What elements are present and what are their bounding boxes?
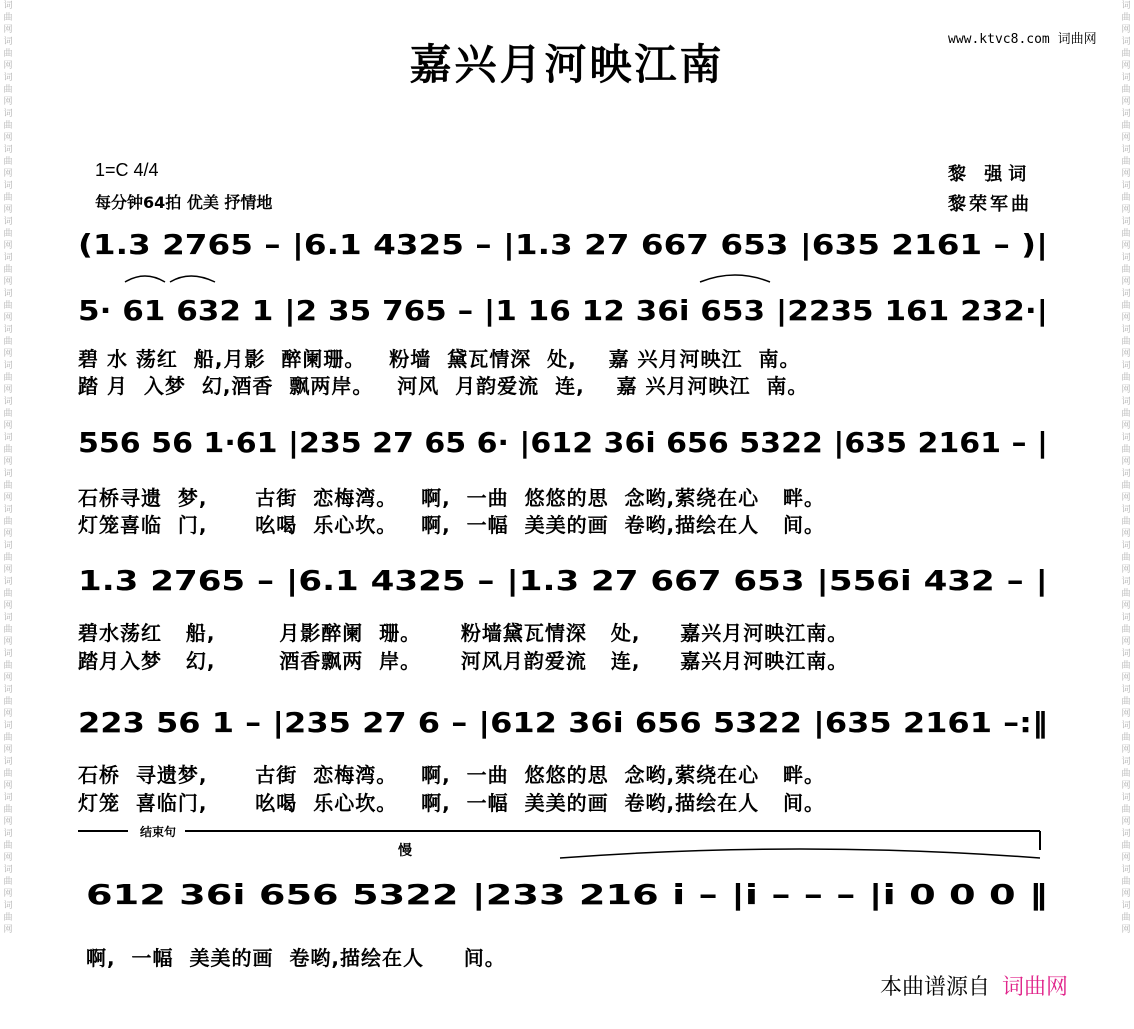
tie-long [560,849,1040,858]
page-title: 嘉兴月河映江南 [409,40,725,89]
source-label: 本曲谱源自 [880,975,991,1000]
lyric-line-5-verse-1: 石桥 寻遗梦, 古街 恋梅湾。 啊, 一曲 悠悠的思 念哟,萦绕在心 畔。 [78,763,825,787]
lyric-line-2-verse-2: 踏 月 入梦 幻,酒香 飘两岸。 河风 月韵爱流 连, 嘉 兴月河映江 南。 [78,374,809,398]
slur [170,276,215,282]
slur [125,276,165,282]
composer-credit: 黎荣军曲 [948,194,1032,215]
slow-marking: 慢 [398,843,412,859]
tempo-marking: 每分钟64拍 优美 抒情地 [95,193,273,212]
lyric-line-3-verse-2: 灯笼喜临 门, 吆喝 乐心坎。 啊, 一幅 美美的画 卷哟,描绘在人 间。 [78,513,825,537]
lyric-line-3-verse-1: 石桥寻遗 梦, 古街 恋梅湾。 啊, 一曲 悠悠的思 念哟,萦绕在心 畔。 [78,486,825,510]
source-credit [880,970,1068,1001]
score-line-4: 1.3 2765 – |6.1 4325 – |1.3 27 667 653 |556i 432 – | [78,564,1048,597]
lyric-line-6: 啊, 一幅 美美的画 卷哟,描绘在人 间。 [86,946,506,970]
ending-label: 结束句 [140,825,177,839]
watermark-left: 词曲网词曲网词曲网词曲网词曲网词曲网词曲网词曲网词曲网词曲网词曲网词曲网词曲网词曲网词曲网词曲网词曲网词曲网词曲网词曲网词曲网词曲网词曲网词曲网词曲网词曲网 [3,1,13,935]
key-signature: 1=C 4/4 [95,160,159,180]
score-line-6: 612 36i 656 5322 |233 216 i – |i – – – |i 0 0 0 ‖ [86,878,1048,911]
slur [700,275,770,282]
lyricist-credit: 黎 强词 [948,164,1033,185]
source-brand-link[interactable]: 词曲网 [1002,975,1069,1000]
lyric-line-2-verse-1: 碧 水 荡红 船,月影 醉阑珊。 粉墙 黛瓦情深 处, 嘉 兴月河映江 南。 [78,347,801,371]
lyric-line-5-verse-2: 灯笼 喜临门, 吆喝 乐心坎。 啊, 一幅 美美的画 卷哟,描绘在人 间。 [78,791,825,815]
score-line-2: 5· 61 632 1 |2 35 765 – |1 16 12 36i 653 |2235 161 232·| [78,294,1048,327]
score-line-5: 223 56 1 – |235 27 6 – |612 36i 656 5322 |635 2161 –:‖ [78,706,1048,739]
score-line-3: 556 56 1·61 |235 27 65 6· |612 36i 656 5322 |635 2161 – | [78,426,1048,459]
score-line-1: (1.3 2765 – |6.1 4325 – |1.3 27 667 653 |635 2161 – )| [78,228,1048,261]
lyric-line-4-verse-2: 踏月入梦 幻, 酒香飘两 岸。 河风月韵爱流 连, 嘉兴月河映江南。 [78,649,849,673]
site-label: www.ktvc8.com 词曲网 [948,32,1097,47]
watermark-right: 词曲网词曲网词曲网词曲网词曲网词曲网词曲网词曲网词曲网词曲网词曲网词曲网词曲网词曲网词曲网词曲网词曲网词曲网词曲网词曲网词曲网词曲网词曲网词曲网词曲网词曲网 [1121,1,1131,935]
lyric-line-4-verse-1: 碧水荡红 船, 月影醉阑 珊。 粉墙黛瓦情深 处, 嘉兴月河映江南。 [78,621,849,645]
